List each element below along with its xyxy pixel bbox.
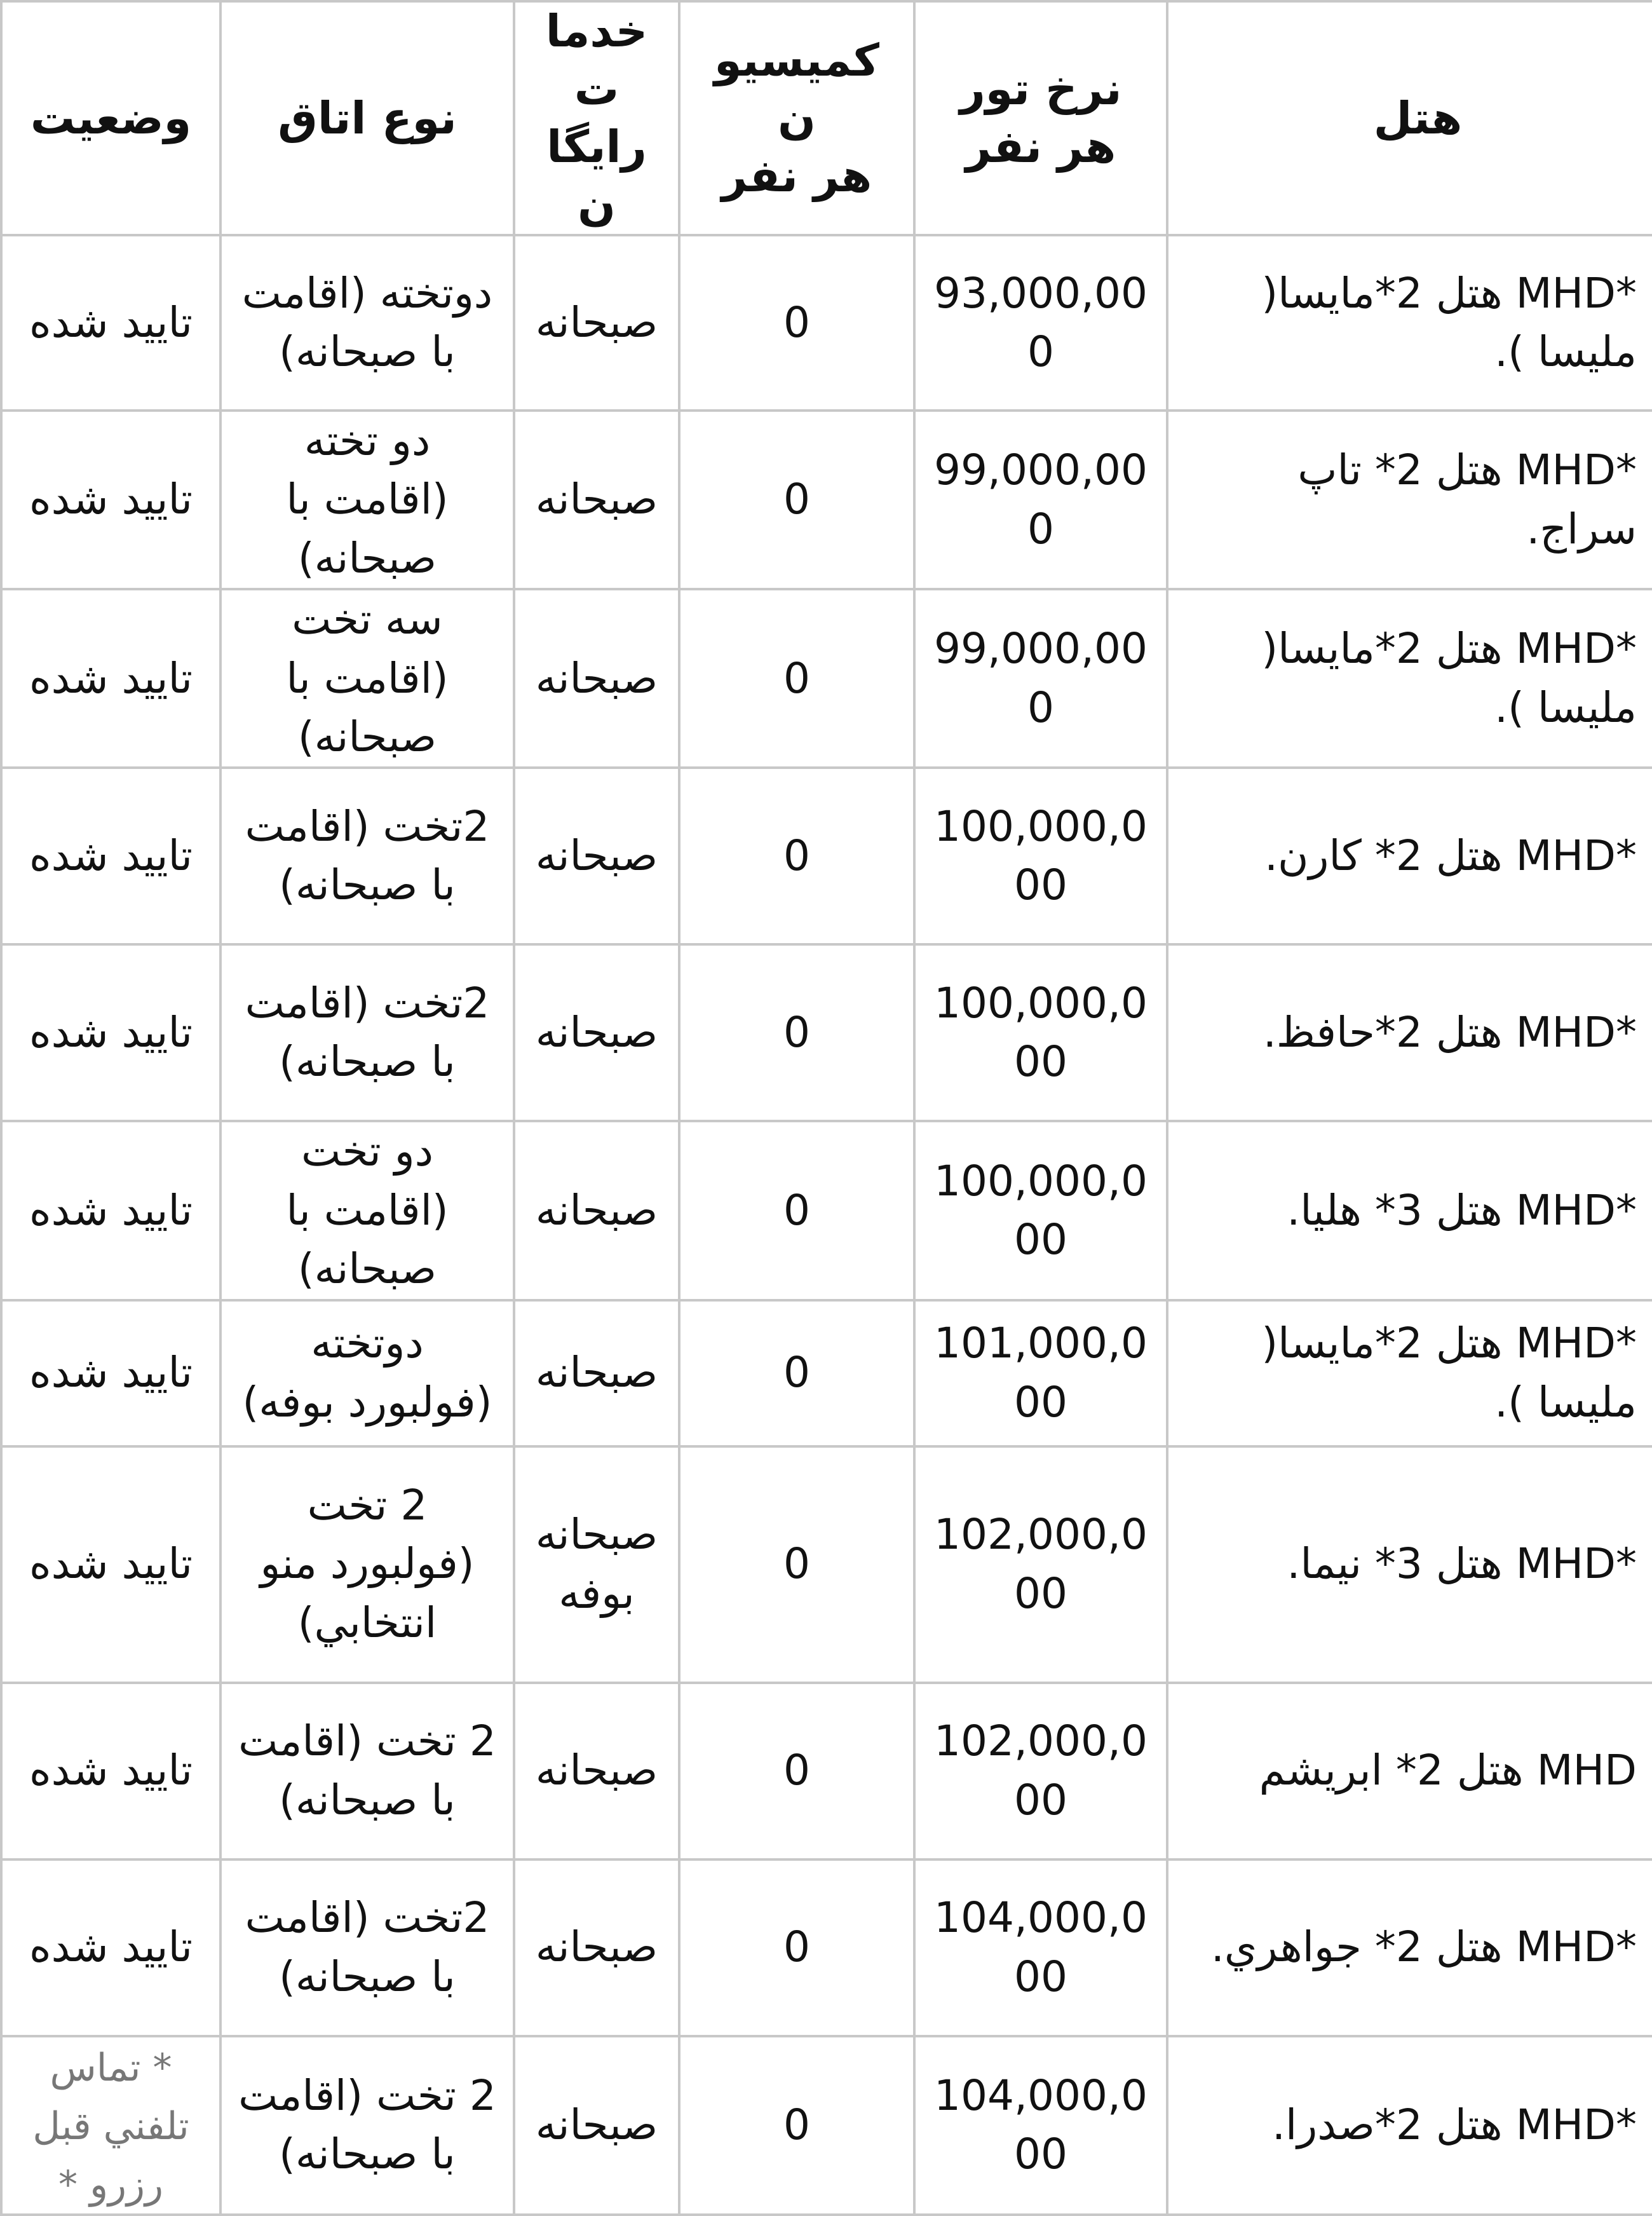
commission-text: 0 (783, 1008, 810, 1057)
status-cell (1, 1121, 220, 1300)
status-cell (1, 1859, 220, 2036)
table-row (1, 1121, 1652, 1300)
status-text: تایید شده (29, 1539, 193, 1589)
commission-text: 0 (783, 653, 810, 703)
commission-cell (679, 2036, 914, 2215)
status-text: تایید شده (29, 831, 193, 881)
commission-text: 0 (783, 1539, 810, 1589)
room-type-cell (220, 411, 514, 589)
hotel-cell (1167, 2036, 1652, 2215)
tour-rate-cell (914, 2036, 1167, 2215)
room-type-cell (220, 1300, 514, 1446)
status-text: تایید شده (29, 1185, 193, 1235)
status-text: تایید شده (29, 653, 193, 703)
commission-cell (679, 235, 914, 411)
header-tour-rate: نرخ تور هر نفر (914, 1, 1167, 235)
table-row (1, 944, 1652, 1121)
free-services-text: صبحانه (535, 2100, 658, 2149)
status-cell (1, 944, 220, 1121)
table-header (1, 1, 1652, 235)
commission-cell (679, 1859, 914, 2036)
free-services-text: صبحانه (535, 1348, 658, 1397)
free-services-cell (514, 1683, 679, 1859)
room-type-text: 2تخت (اقامت با صبحانه) (245, 801, 490, 910)
status-text: تایید شده (29, 297, 193, 347)
table-row (1, 1859, 1652, 2036)
tour-rate-cell (914, 768, 1167, 944)
free-services-cell (514, 1300, 679, 1446)
free-services-cell (514, 944, 679, 1121)
hotel-cell (1167, 1683, 1652, 1859)
status-cell (1, 589, 220, 768)
tour-rate-text: 102,000,000 (934, 1510, 1148, 1618)
header-status: وضعیت (1, 1, 220, 235)
free-services-cell (514, 235, 679, 411)
commission-text: 0 (783, 1922, 810, 1972)
status-cell (1, 2036, 220, 2215)
status-cell (1, 1300, 220, 1446)
room-type-text: دوتخته (اقامت با صبحانه) (241, 268, 493, 376)
room-type-cell (220, 235, 514, 411)
tour-rate-text: 100,000,000 (934, 1156, 1148, 1264)
free-services-cell (514, 411, 679, 589)
status-cell (1, 1446, 220, 1683)
room-type-text: 2تخت (اقامت با صبحانه) (245, 1893, 490, 2001)
hotel-text: *MHD هتل 2*صدرا. (1272, 2100, 1637, 2149)
room-type-cell (220, 1859, 514, 2036)
free-services-cell (514, 2036, 679, 2215)
tour-rate-cell (914, 411, 1167, 589)
hotel-text: *MHD هتل 2* کارن. (1264, 831, 1637, 881)
free-services-text: صبحانه (535, 1922, 658, 1972)
hotel-text: MHD هتل 2* ابریشم (1259, 1746, 1637, 1795)
status-text: * تماس تلفني قبل رزرو * (32, 2045, 189, 2208)
commission-cell (679, 1121, 914, 1300)
hotel-text: *MHD هتل 2* جواهري. (1210, 1922, 1637, 1972)
free-services-cell (514, 1446, 679, 1683)
free-services-cell (514, 589, 679, 768)
free-services-text: صبحانه بوفه (535, 1510, 658, 1618)
tour-rate-text: 99,000,000 (934, 445, 1148, 554)
status-text: تایید شده (29, 1008, 193, 1057)
room-type-cell (220, 1121, 514, 1300)
commission-text: 0 (783, 1746, 810, 1795)
tour-rate-cell (914, 1300, 1167, 1446)
hotel-text: *MHD هتل 2* تاپ سراج. (1297, 445, 1637, 554)
commission-cell (679, 944, 914, 1121)
hotel-cell (1167, 1859, 1652, 2036)
commission-cell (679, 411, 914, 589)
free-services-text: صبحانه (535, 1008, 658, 1057)
table-row (1, 1300, 1652, 1446)
commission-cell (679, 1300, 914, 1446)
tour-rate-text: 102,000,000 (934, 1716, 1148, 1825)
tour-rate-text: 99,000,000 (934, 624, 1148, 732)
table-body (1, 235, 1652, 2215)
commission-cell (679, 589, 914, 768)
room-type-text: 2تخت (اقامت با صبحانه) (245, 978, 490, 1087)
tour-rate-text: 93,000,000 (934, 268, 1148, 376)
header-room-type: نوع اتاق (220, 1, 514, 235)
tour-rate-text: 104,000,000 (934, 2070, 1148, 2179)
commission-text: 0 (783, 1348, 810, 1397)
header-hotel: هتل (1167, 1, 1652, 235)
status-cell (1, 1683, 220, 1859)
table-row (1, 768, 1652, 944)
room-type-cell (220, 1446, 514, 1683)
room-type-text: 2 تخت (اقامت با صبحانه) (238, 2070, 496, 2179)
room-type-text: سه تخت (اقامت با صبحانه) (286, 595, 449, 761)
free-services-text: صبحانه (535, 1185, 658, 1235)
hotel-cell (1167, 1121, 1652, 1300)
commission-cell (679, 768, 914, 944)
room-type-text: 2 تخت (فولبورد منو انتخابي) (260, 1480, 475, 1647)
status-cell (1, 768, 220, 944)
free-services-text: صبحانه (535, 831, 658, 881)
free-services-cell (514, 1121, 679, 1300)
tour-rate-cell (914, 1446, 1167, 1683)
free-services-text: صبحانه (535, 1746, 658, 1795)
status-text: تایید شده (29, 1922, 193, 1972)
hotel-cell (1167, 1446, 1652, 1683)
free-services-text: صبحانه (535, 653, 658, 703)
header-free-services: خدمات رایگان (514, 1, 679, 235)
tour-rate-text: 104,000,000 (934, 1893, 1148, 2001)
tour-rate-cell (914, 589, 1167, 768)
tour-rate-text: 101,000,000 (934, 1319, 1148, 1427)
room-type-cell (220, 2036, 514, 2215)
room-type-cell (220, 768, 514, 944)
commission-text: 0 (783, 475, 810, 524)
tour-rate-cell (914, 1859, 1167, 2036)
status-cell (1, 411, 220, 589)
hotel-cell (1167, 235, 1652, 411)
room-type-cell (220, 589, 514, 768)
hotel-text: *MHD هتل 2*مایسا( ملیسا ). (1261, 1319, 1637, 1427)
room-type-cell (220, 944, 514, 1121)
hotel-cell (1167, 411, 1652, 589)
commission-cell (679, 1683, 914, 1859)
room-type-text: 2 تخت (اقامت با صبحانه) (238, 1716, 496, 1825)
commission-text: 0 (783, 831, 810, 881)
room-type-cell (220, 1683, 514, 1859)
status-text: تایید شده (29, 475, 193, 524)
status-text: تایید شده (29, 1348, 193, 1397)
free-services-text: صبحانه (535, 297, 658, 347)
header-commission: کمیسیون هر نفر (679, 1, 914, 235)
table-row (1, 589, 1652, 768)
hotel-text: *MHD هتل 3* نیما. (1287, 1539, 1637, 1589)
hotel-cell (1167, 944, 1652, 1121)
hotel-text: *MHD هتل 2*مایسا( ملیسا ). (1261, 624, 1637, 732)
tour-rate-cell (914, 1121, 1167, 1300)
commission-text: 0 (783, 297, 810, 347)
free-services-cell (514, 1859, 679, 2036)
hotel-text: *MHD هتل 3* هلیا. (1287, 1185, 1637, 1235)
hotel-text: *MHD هتل 2*حافظ. (1263, 1008, 1637, 1057)
free-services-cell (514, 768, 679, 944)
header-row (1, 1, 1652, 235)
tour-rate-cell (914, 235, 1167, 411)
room-type-text: دو تخت (اقامت با صبحانه) (286, 1127, 449, 1294)
status-text: تایید شده (29, 1746, 193, 1795)
commission-cell (679, 1446, 914, 1683)
free-services-text: صبحانه (535, 475, 658, 524)
table-row (1, 1683, 1652, 1859)
table-row (1, 235, 1652, 411)
status-cell (1, 235, 220, 411)
table-row (1, 411, 1652, 589)
tour-rate-text: 100,000,000 (934, 801, 1148, 910)
hotel-cell (1167, 768, 1652, 944)
room-type-text: دو تخته (اقامت با صبحانه) (286, 416, 449, 583)
hotel-cell (1167, 1300, 1652, 1446)
room-type-text: دوتخته (فولبورد بوفه) (242, 1319, 492, 1427)
table-row (1, 1446, 1652, 1683)
hotel-text: *MHD هتل 2*مایسا( ملیسا ). (1261, 268, 1637, 376)
table-row (1, 2036, 1652, 2215)
tour-rate-text: 100,000,000 (934, 978, 1148, 1087)
hotel-cell (1167, 589, 1652, 768)
tour-rate-cell (914, 1683, 1167, 1859)
commission-text: 0 (783, 2100, 810, 2149)
tour-rate-cell (914, 944, 1167, 1121)
commission-text: 0 (783, 1185, 810, 1235)
